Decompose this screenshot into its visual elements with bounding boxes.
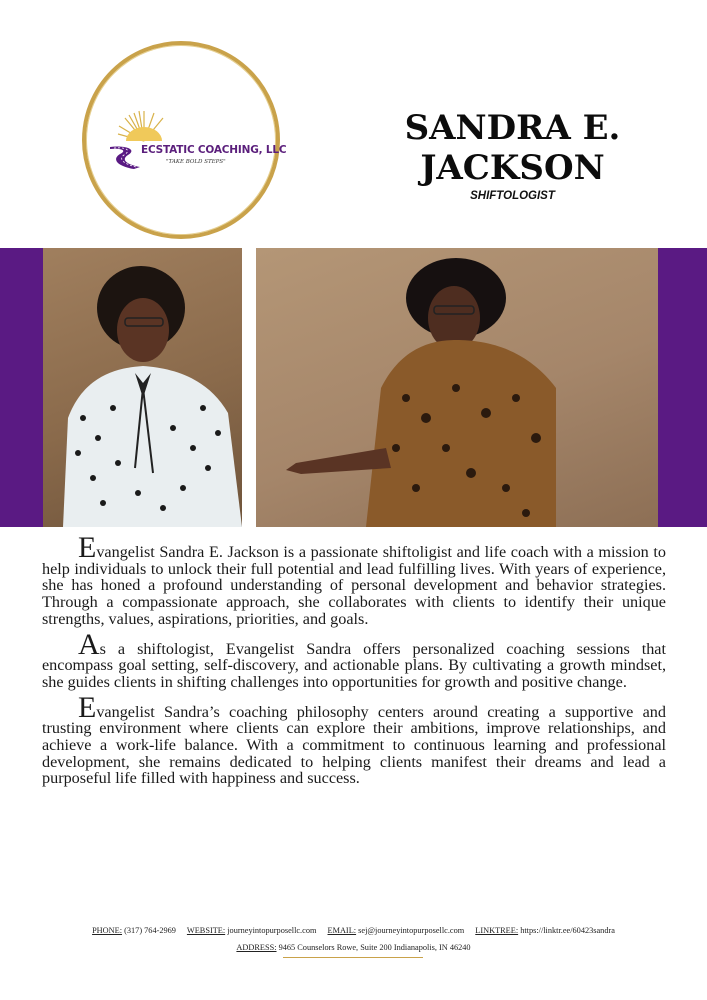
bio-paragraph-1 [42,531,666,628]
bio-paragraph-2-text: s a shiftologist, Evangelist Sandra offers personalized coaching sessions that encompass goal setting, self-discovery, and actionable plans. By cultivating a growth mindset, she guides clients in shifting challenges into opportunities for growth and positive change. [42,639,666,691]
linktree-link[interactable]: https://linktr.ee/60423sandra [520,926,615,935]
drop-cap: E [78,690,97,724]
email-link[interactable]: sej@journeyintopurposellc.com [358,926,465,935]
linktree-label: LINKTREE: [475,926,519,935]
drop-cap: E [78,531,97,564]
logo-tagline: "TAKE BOLD STEPS" [166,159,226,165]
drop-cap: A [78,627,100,661]
portrait-photo-right [256,248,658,527]
name-line-1: SANDRA E. [404,108,621,148]
biography [42,531,666,799]
website-label: WEBSITE: [186,926,226,935]
phone-value[interactable]: (317) 764-2969 [124,926,176,935]
sunburst-road-icon [104,103,164,173]
job-title: SHIFTOLOGIST [470,190,555,202]
purple-band-right [658,248,707,527]
contact-line-2 [0,943,707,952]
name-line-2: JACKSON [420,148,605,188]
contact-line-1 [0,926,707,935]
bio-paragraph-3 [42,690,666,788]
phone-label: PHONE: [92,926,123,935]
bio-paragraph-3-text: vangelist Sandra’s coaching philosophy centers around creating a supportive and trusting environment where clients can explore their ambitions, improve relationships, and achieve a work-life balance. With a commitment to continuous learning and professional development, she remains dedicated to helping clients manifest their dreams and lead a purposeful life filled with happiness and success. [42,702,666,788]
purple-band-left [0,248,43,527]
address-label: ADDRESS: [236,943,277,952]
page-title [380,108,645,188]
portrait-photo-left [43,248,242,527]
website-link[interactable]: journeyintopurposellc.com [227,926,317,935]
bio-paragraph-2 [42,627,666,691]
logo-name: ECSTATIC COACHING, LLC [141,144,287,156]
email-label: EMAIL: [327,926,357,935]
address-value: 9465 Counselors Rowe, Suite 200 Indianapolis, IN 46240 [278,943,471,952]
logo [82,41,287,239]
footer-divider [283,957,423,958]
bio-paragraph-1-text: vangelist Sandra E. Jackson is a passionate shiftoligist and life coach with a mission to help individuals to unlock their full potential and lead fulfilling lives. With years of experience, she has honed a profound understanding of personal development and behavior strategies. Through a compassionate approach, she collaborates with clients to identify their unique strengths, values, aspirations, priorities, and goals. [42,543,666,628]
